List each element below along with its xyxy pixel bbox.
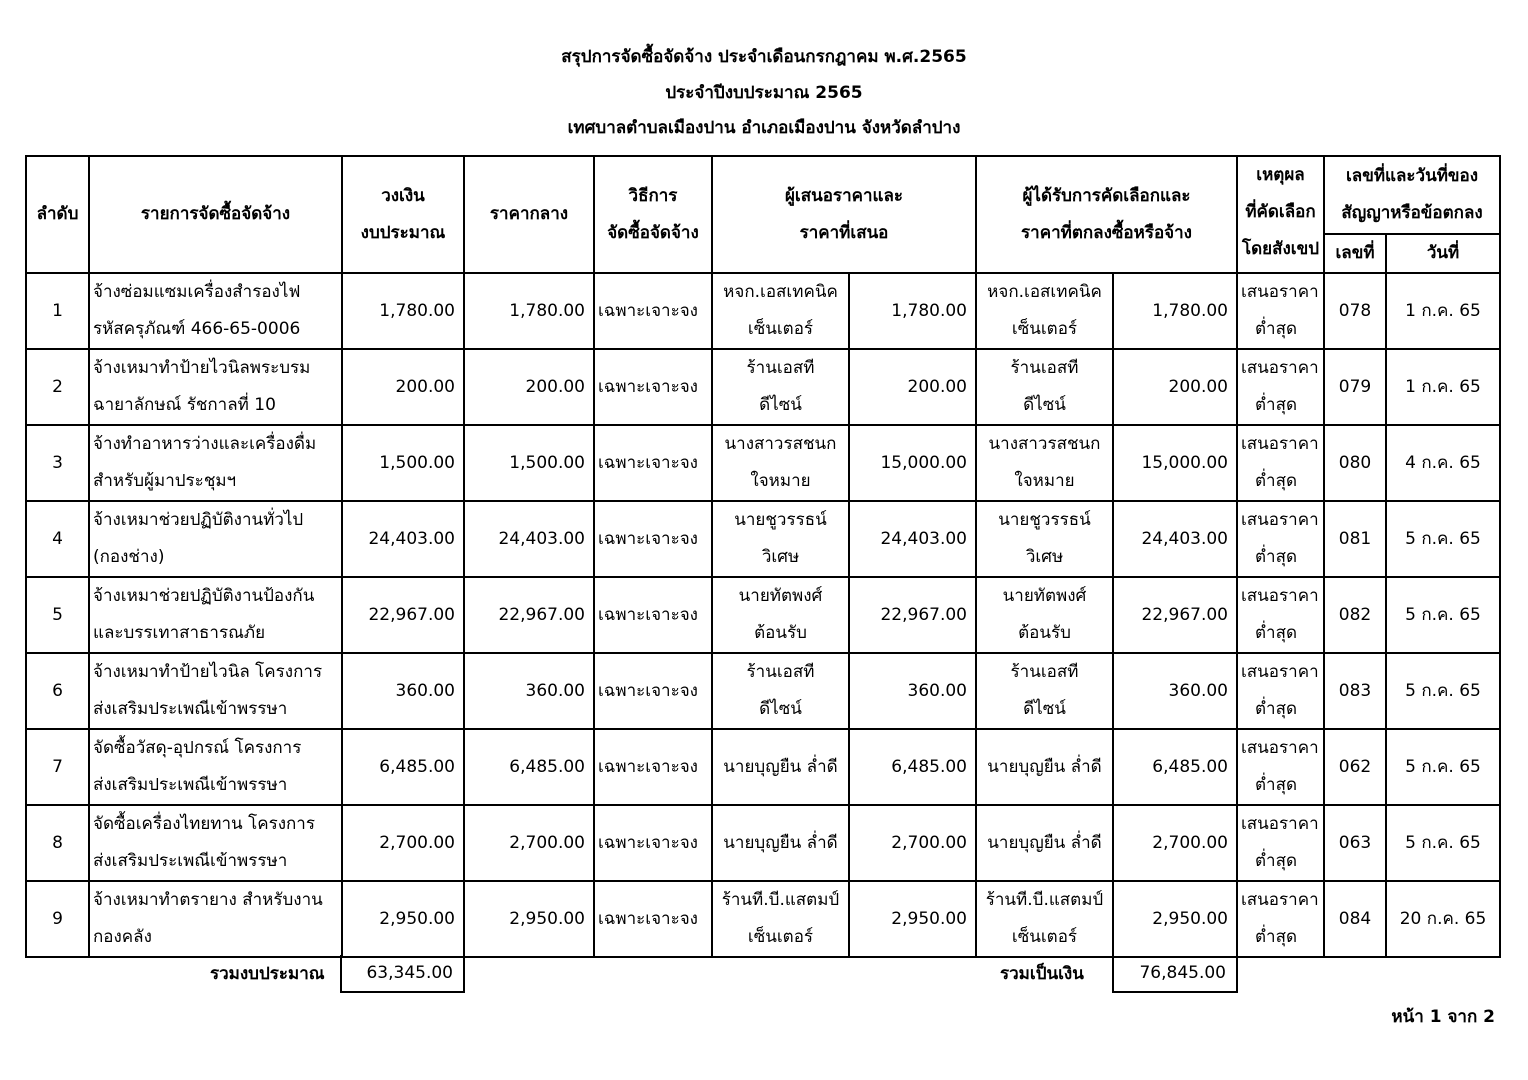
cell-winner-name: ร้านที.บี.แสตมป์ เซ็นเตอร์: [976, 881, 1113, 957]
cell-no: 2: [26, 349, 89, 425]
cell-reason: เสนอราคา ต่ำสุด: [1237, 273, 1324, 349]
cell-no: 6: [26, 653, 89, 729]
organization-subtitle: เทศบาลตำบลเมืองปาน อำเภอเมืองปาน จังหวัดลำปาง: [567, 118, 961, 138]
cell-bidder-name: ร้านเอสที ดีไซน์: [712, 653, 849, 729]
cell-contract-no: 080: [1324, 425, 1386, 501]
cell-no: 5: [26, 577, 89, 653]
cell-median-price: 2,700.00: [464, 805, 594, 881]
cell-contract-date: 4 ก.ค. 65: [1386, 425, 1500, 501]
table-row: [26, 805, 1500, 881]
cell-reason: เสนอราคา ต่ำสุด: [1237, 729, 1324, 805]
col-header-contract-date: วันที่: [1386, 234, 1500, 273]
cell-contract-no: 079: [1324, 349, 1386, 425]
cell-method: เฉพาะเจาะจง: [594, 425, 712, 501]
cell-reason: เสนอราคา ต่ำสุด: [1237, 577, 1324, 653]
cell-method: เฉพาะเจาะจง: [594, 349, 712, 425]
cell-reason: เสนอราคา ต่ำสุด: [1237, 501, 1324, 577]
cell-bidder-name: นางสาวรสชนก ใจหมาย: [712, 425, 849, 501]
cell-win-price: 2,700.00: [1113, 805, 1237, 881]
cell-win-price: 6,485.00: [1113, 729, 1237, 805]
cell-bid-price: 2,950.00: [849, 881, 976, 957]
cell-contract-date: 5 ก.ค. 65: [1386, 653, 1500, 729]
cell-item: จ้างซ่อมแซมเครื่องสำรองไฟ รหัสครุภัณฑ์ 466-65-0006: [89, 273, 342, 349]
table-row: [26, 501, 1500, 577]
cell-contract-date: 20 ก.ค. 65: [1386, 881, 1500, 957]
cell-contract-date: 5 ก.ค. 65: [1386, 805, 1500, 881]
cell-item: จัดซื้อเครื่องไทยทาน โครงการ ส่งเสริมประเพณีเข้าพรรษา: [89, 805, 342, 881]
cell-budget: 22,967.00: [342, 577, 464, 653]
cell-bid-price: 24,403.00: [849, 501, 976, 577]
col-header-reason: เหตุผล ที่คัดเลือก โดยสังเขป: [1237, 156, 1324, 273]
cell-bid-price: 2,700.00: [849, 805, 976, 881]
cell-no: 7: [26, 729, 89, 805]
cell-budget: 200.00: [342, 349, 464, 425]
table-row: [26, 425, 1500, 501]
cell-bidder-name: นายบุญยืน ล่ำดี: [712, 805, 849, 881]
cell-contract-date: 1 ก.ค. 65: [1386, 273, 1500, 349]
cell-bid-price: 15,000.00: [849, 425, 976, 501]
cell-method: เฉพาะเจาะจง: [594, 653, 712, 729]
total-budget-label: รวมงบประมาณ: [210, 964, 325, 984]
fiscal-year-subtitle: ประจำปีงบประมาณ 2565: [665, 83, 863, 103]
cell-item: จ้างทำอาหารว่างและเครื่องดื่ม สำหรับผู้มาประชุมฯ: [89, 425, 342, 501]
total-paid-value: 76,845.00: [1112, 955, 1238, 993]
cell-winner-name: นายทัตพงศ์ ต้อนรับ: [976, 577, 1113, 653]
cell-median-price: 1,780.00: [464, 273, 594, 349]
cell-median-price: 24,403.00: [464, 501, 594, 577]
col-header-median-price: ราคากลาง: [464, 156, 594, 273]
col-header-contract-no: เลขที่: [1324, 234, 1386, 273]
cell-winner-name: นายชูวรรธน์ วิเศษ: [976, 501, 1113, 577]
cell-budget: 2,700.00: [342, 805, 464, 881]
cell-bid-price: 360.00: [849, 653, 976, 729]
cell-item: จ้างเหมาช่วยปฏิบัติงานป้องกัน และบรรเทาสาธารณภัย: [89, 577, 342, 653]
cell-reason: เสนอราคา ต่ำสุด: [1237, 425, 1324, 501]
document-title: สรุปการจัดซื้อจัดจ้าง ประจำเดือนกรกฎาคม พ.ศ.2565: [561, 47, 967, 67]
cell-reason: เสนอราคา ต่ำสุด: [1237, 653, 1324, 729]
cell-win-price: 2,950.00: [1113, 881, 1237, 957]
table-row: [26, 881, 1500, 957]
col-header-no: ลำดับ: [26, 156, 89, 273]
cell-item: จ้างเหมาทำป้ายไวนิล โครงการ ส่งเสริมประเพณีเข้าพรรษา: [89, 653, 342, 729]
cell-contract-date: 1 ก.ค. 65: [1386, 349, 1500, 425]
cell-median-price: 2,950.00: [464, 881, 594, 957]
cell-reason: เสนอราคา ต่ำสุด: [1237, 805, 1324, 881]
cell-win-price: 200.00: [1113, 349, 1237, 425]
cell-win-price: 22,967.00: [1113, 577, 1237, 653]
cell-win-price: 1,780.00: [1113, 273, 1237, 349]
cell-contract-no: 083: [1324, 653, 1386, 729]
table-row: [26, 349, 1500, 425]
cell-budget: 1,780.00: [342, 273, 464, 349]
cell-bidder-name: ร้านเอสที ดีไซน์: [712, 349, 849, 425]
cell-item: จ้างเหมาทำตรายาง สำหรับงาน กองคลัง: [89, 881, 342, 957]
cell-median-price: 6,485.00: [464, 729, 594, 805]
cell-bidder-name: ร้านที.บี.แสตมป์ เซ็นเตอร์: [712, 881, 849, 957]
total-budget-value: 63,345.00: [340, 955, 465, 993]
cell-no: 8: [26, 805, 89, 881]
cell-contract-no: 078: [1324, 273, 1386, 349]
cell-median-price: 22,967.00: [464, 577, 594, 653]
page-number: หน้า 1 จาก 2: [1391, 1007, 1495, 1027]
cell-contract-no: 084: [1324, 881, 1386, 957]
cell-median-price: 360.00: [464, 653, 594, 729]
cell-bidder-name: นายทัตพงศ์ ต้อนรับ: [712, 577, 849, 653]
cell-contract-date: 5 ก.ค. 65: [1386, 501, 1500, 577]
cell-contract-no: 082: [1324, 577, 1386, 653]
cell-method: เฉพาะเจาะจง: [594, 577, 712, 653]
cell-contract-no: 081: [1324, 501, 1386, 577]
cell-winner-name: นายบุญยืน ล่ำดี: [976, 729, 1113, 805]
cell-contract-no: 063: [1324, 805, 1386, 881]
col-header-winner: ผู้ได้รับการคัดเลือกและ ราคาที่ตกลงซื้อหรือจ้าง: [976, 156, 1237, 273]
cell-win-price: 360.00: [1113, 653, 1237, 729]
cell-win-price: 15,000.00: [1113, 425, 1237, 501]
cell-method: เฉพาะเจาะจง: [594, 501, 712, 577]
cell-bid-price: 1,780.00: [849, 273, 976, 349]
table-row: [26, 273, 1500, 349]
cell-budget: 1,500.00: [342, 425, 464, 501]
cell-winner-name: ร้านเอสที ดีไซน์: [976, 349, 1113, 425]
table-row: [26, 653, 1500, 729]
cell-budget: 24,403.00: [342, 501, 464, 577]
cell-win-price: 24,403.00: [1113, 501, 1237, 577]
col-header-contract: เลขที่และวันที่ของ สัญญาหรือข้อตกลง: [1324, 156, 1500, 234]
cell-contract-date: 5 ก.ค. 65: [1386, 577, 1500, 653]
procurement-table: [25, 155, 1501, 958]
total-paid-label: รวมเป็นเงิน: [1000, 964, 1084, 984]
cell-budget: 360.00: [342, 653, 464, 729]
cell-bid-price: 6,485.00: [849, 729, 976, 805]
cell-winner-name: หจก.เอสเทคนิค เซ็นเตอร์: [976, 273, 1113, 349]
cell-winner-name: ร้านเอสที ดีไซน์: [976, 653, 1113, 729]
cell-budget: 2,950.00: [342, 881, 464, 957]
cell-bidder-name: นายชูวรรธน์ วิเศษ: [712, 501, 849, 577]
cell-bidder-name: นายบุญยืน ล่ำดี: [712, 729, 849, 805]
cell-median-price: 200.00: [464, 349, 594, 425]
table-row: [26, 577, 1500, 653]
cell-median-price: 1,500.00: [464, 425, 594, 501]
cell-no: 3: [26, 425, 89, 501]
cell-reason: เสนอราคา ต่ำสุด: [1237, 349, 1324, 425]
cell-method: เฉพาะเจาะจง: [594, 273, 712, 349]
cell-method: เฉพาะเจาะจง: [594, 729, 712, 805]
cell-item: จ้างเหมาทำป้ายไวนิลพระบรม ฉายาลักษณ์ รัชกาลที่ 10: [89, 349, 342, 425]
cell-budget: 6,485.00: [342, 729, 464, 805]
cell-contract-no: 062: [1324, 729, 1386, 805]
cell-method: เฉพาะเจาะจง: [594, 805, 712, 881]
cell-bid-price: 200.00: [849, 349, 976, 425]
cell-no: 1: [26, 273, 89, 349]
table-row: [26, 729, 1500, 805]
cell-bid-price: 22,967.00: [849, 577, 976, 653]
cell-bidder-name: หจก.เอสเทคนิค เซ็นเตอร์: [712, 273, 849, 349]
cell-item: จ้างเหมาช่วยปฏิบัติงานทั่วไป (กองช่าง): [89, 501, 342, 577]
col-header-method: วิธีการ จัดซื้อจัดจ้าง: [594, 156, 712, 273]
cell-winner-name: นางสาวรสชนก ใจหมาย: [976, 425, 1113, 501]
cell-contract-date: 5 ก.ค. 65: [1386, 729, 1500, 805]
cell-winner-name: นายบุญยืน ล่ำดี: [976, 805, 1113, 881]
col-header-item: รายการจัดซื้อจัดจ้าง: [89, 156, 342, 273]
cell-reason: เสนอราคา ต่ำสุด: [1237, 881, 1324, 957]
cell-no: 9: [26, 881, 89, 957]
cell-item: จัดซื้อวัสดุ-อุปกรณ์ โครงการ ส่งเสริมประเพณีเข้าพรรษา: [89, 729, 342, 805]
cell-method: เฉพาะเจาะจง: [594, 881, 712, 957]
cell-no: 4: [26, 501, 89, 577]
col-header-budget: วงเงิน งบประมาณ: [342, 156, 464, 273]
col-header-bidder: ผู้เสนอราคาและ ราคาที่เสนอ: [712, 156, 976, 273]
